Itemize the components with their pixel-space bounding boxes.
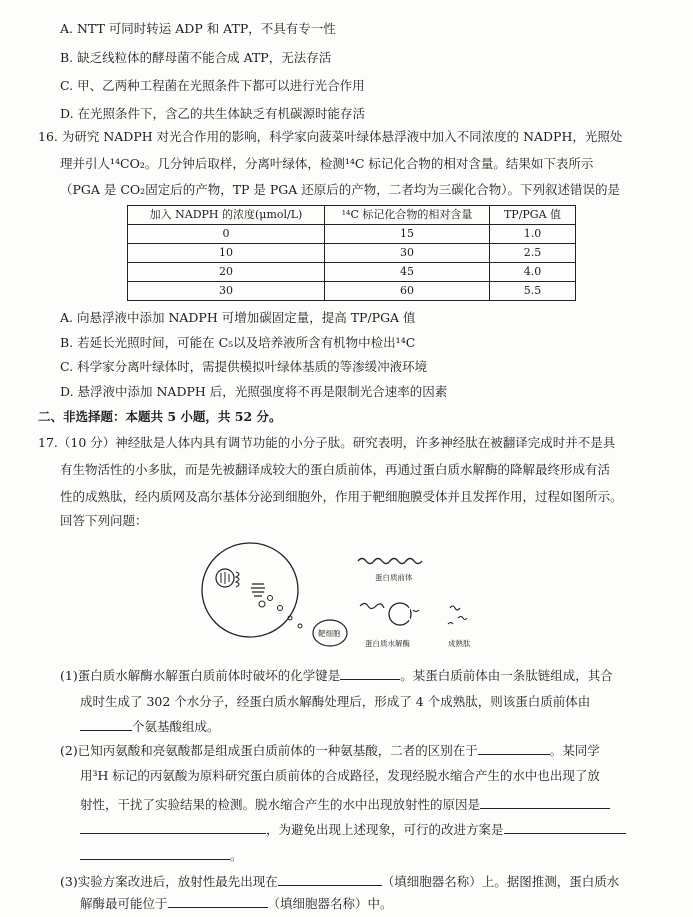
q17-part1-line3 (80, 717, 220, 735)
answer-blank[interactable] (478, 741, 550, 755)
table-cell: 1.0 (490, 225, 576, 244)
target-cell-label: 靶细胞 (318, 629, 341, 638)
q16-stem-line2: 理并引人¹⁴CO₂。几分钟后取样，分离叶绿体，检测¹⁴C 标记化合物的相对含量。结果如下表所示 (60, 156, 594, 171)
table-cell: 2.5 (490, 244, 576, 263)
mature-peptide-icon (448, 606, 467, 624)
table-cell: 30 (325, 244, 490, 263)
endoplasmic-reticulum-icon (236, 572, 239, 587)
q17-part1-text-d: 个氨基酸组成。 (132, 719, 220, 734)
precursor-protein-icon (358, 559, 422, 564)
q17-part3-line2 (80, 894, 393, 912)
q17-intro-line3: 性的成熟肽，经内质网及高尔基体分泌到细胞外，作用于靶细胞膜受体并且发挥作用，过程如图所示。 (60, 489, 623, 504)
q17-intro-line2: 有生物活性的小多肽，而是先被翻译成较大的蛋白质前体，再通过蛋白质水解酶的降解最终形成有活 (60, 462, 611, 477)
q16-option-c: C. 科学家分离叶绿体时，需提供模拟叶绿体基质的等渗缓冲液环境 (60, 359, 428, 374)
q15-option-a: A. NTT 可同时转运 ADP 和 ATP，不具有专一性 (60, 21, 336, 36)
q16-stem-line1: 16. 为研究 NADPH 对光合作用的影响，科学家向菠菜叶绿体悬浮液中加入不同浓度的 NADPH，光照处 (38, 129, 623, 144)
q17-part1-line1 (60, 666, 613, 684)
q17-part1-line2: 成时生成了 302 个水分子，经蛋白质水解酶处理后，形成了 4 个成熟肽，则该蛋白质前体由 (80, 694, 591, 709)
secretory-cell-outline (202, 543, 298, 637)
table-header: ¹⁴C 标记化合物的相对含量 (325, 206, 490, 225)
answer-blank[interactable] (340, 666, 400, 680)
table-cell: 30 (128, 282, 325, 301)
table-header: TP/PGA 值 (490, 206, 576, 225)
table-cell: 15 (325, 225, 490, 244)
q17-part2-text-e: ，为避免出现上述现象，可行的改进方案是 (266, 822, 504, 837)
q17-part1-text-b: 。某蛋白质前体由一条肽链组成，其合 (400, 668, 613, 683)
q17-part3-text-d: （填细胞器名称）中。 (267, 896, 393, 911)
q17-part1-text-a: (1)蛋白质水解酶水解蛋白质前体时破坏的化学键是 (60, 668, 341, 683)
table-row (128, 225, 576, 244)
q16-stem-line3: （PGA 是 CO₂固定后的产物，TP 是 PGA 还原后的产物，二者均为三碳化合物）。下列叙述错误的是 (60, 182, 621, 197)
q17-part3-text-b: （填细胞器名称）上。据图推测，蛋白质水 (381, 874, 620, 889)
q17-part2-text-f: 。 (230, 848, 243, 863)
q17-intro-line4: 回答下列问题： (60, 513, 148, 528)
answer-blank[interactable] (80, 846, 230, 860)
table-cell: 0 (128, 225, 325, 244)
table-cell: 5.5 (490, 282, 576, 301)
q17-part2-line4 (80, 820, 626, 838)
nadph-data-table (127, 205, 576, 301)
protease-label: 蛋白质水解酶 (365, 639, 410, 648)
q17-part2-line2: 用³H 标记的丙氨酸为原料研究蛋白质前体的合成路径，发现经脱水缩合产生的水中也出现了放 (80, 768, 600, 783)
q17-part2-line1 (60, 741, 600, 759)
precursor-label: 蛋白质前体 (375, 573, 413, 582)
q17-part2-text-a: (2)已知丙氨酸和亮氨酸都是组成蛋白质前体的一种氨基酸，二者的区别在于 (60, 743, 478, 758)
q16-option-a: A. 向悬浮液中添加 NADPH 可增加碳固定量，提高 TP/PGA 值 (60, 310, 416, 325)
table-cell: 4.0 (490, 263, 576, 282)
table-cell: 60 (325, 282, 490, 301)
q17-part2-text-d: 射性，干扰了实验结果的检测。脱水缩合产生的水中出现放射性的原因是 (80, 797, 481, 812)
q17-intro-line1: 17.（10 分）神经肽是人体内具有调节功能的小分子肽。研究表明，许多神经肽在被翻译完成时并不是具 (38, 435, 616, 450)
q16-option-d: D. 悬浮液中添加 NADPH 后，光照强度将不再是限制光合速率的因素 (60, 384, 448, 399)
table-row (128, 263, 576, 282)
answer-blank[interactable] (80, 717, 132, 731)
table-row (128, 244, 576, 263)
table-row (128, 282, 576, 301)
golgi-icon (251, 584, 265, 596)
section-heading: 二、非选择题：本题共 5 小题，共 52 分。 (38, 409, 282, 424)
answer-blank[interactable] (504, 820, 626, 834)
table-cell: 20 (128, 263, 325, 282)
mature-peptide-label: 成熟肽 (448, 639, 471, 648)
q16-option-b: B. 若延长光照时间，可能在 C₅以及培养液所含有机物中检出¹⁴C (60, 335, 416, 350)
q17-part3-text-c: 解酶最可能位于 (80, 896, 168, 911)
table-cell: 45 (325, 263, 490, 282)
q15-option-b: B. 缺乏线粒体的酵母菌不能合成 ATP，无法存活 (60, 50, 332, 65)
q15-option-d: D. 在光照条件下，含乙的共生体缺乏有机碳源时能存活 (60, 106, 366, 121)
q17-part3-line1 (60, 872, 619, 890)
q17-part2-line3 (80, 795, 610, 813)
q17-part3-text-a: (3)实验方案改进后，放射性最先出现在 (60, 874, 278, 889)
q17-part2-line5 (80, 846, 243, 864)
answer-blank[interactable] (480, 795, 610, 809)
q17-part2-text-b: 。某同学 (549, 743, 600, 758)
q15-option-c: C. 甲、乙两种工程菌在光照条件下都可以进行光合作用 (60, 78, 365, 93)
answer-blank[interactable] (80, 820, 266, 834)
table-cell: 10 (128, 244, 325, 263)
table-header: 加入 NADPH 的浓度(μmol/L) (128, 206, 325, 225)
answer-blank[interactable] (168, 894, 268, 908)
neuropeptide-process-figure (200, 538, 500, 658)
answer-blank[interactable] (278, 872, 382, 886)
